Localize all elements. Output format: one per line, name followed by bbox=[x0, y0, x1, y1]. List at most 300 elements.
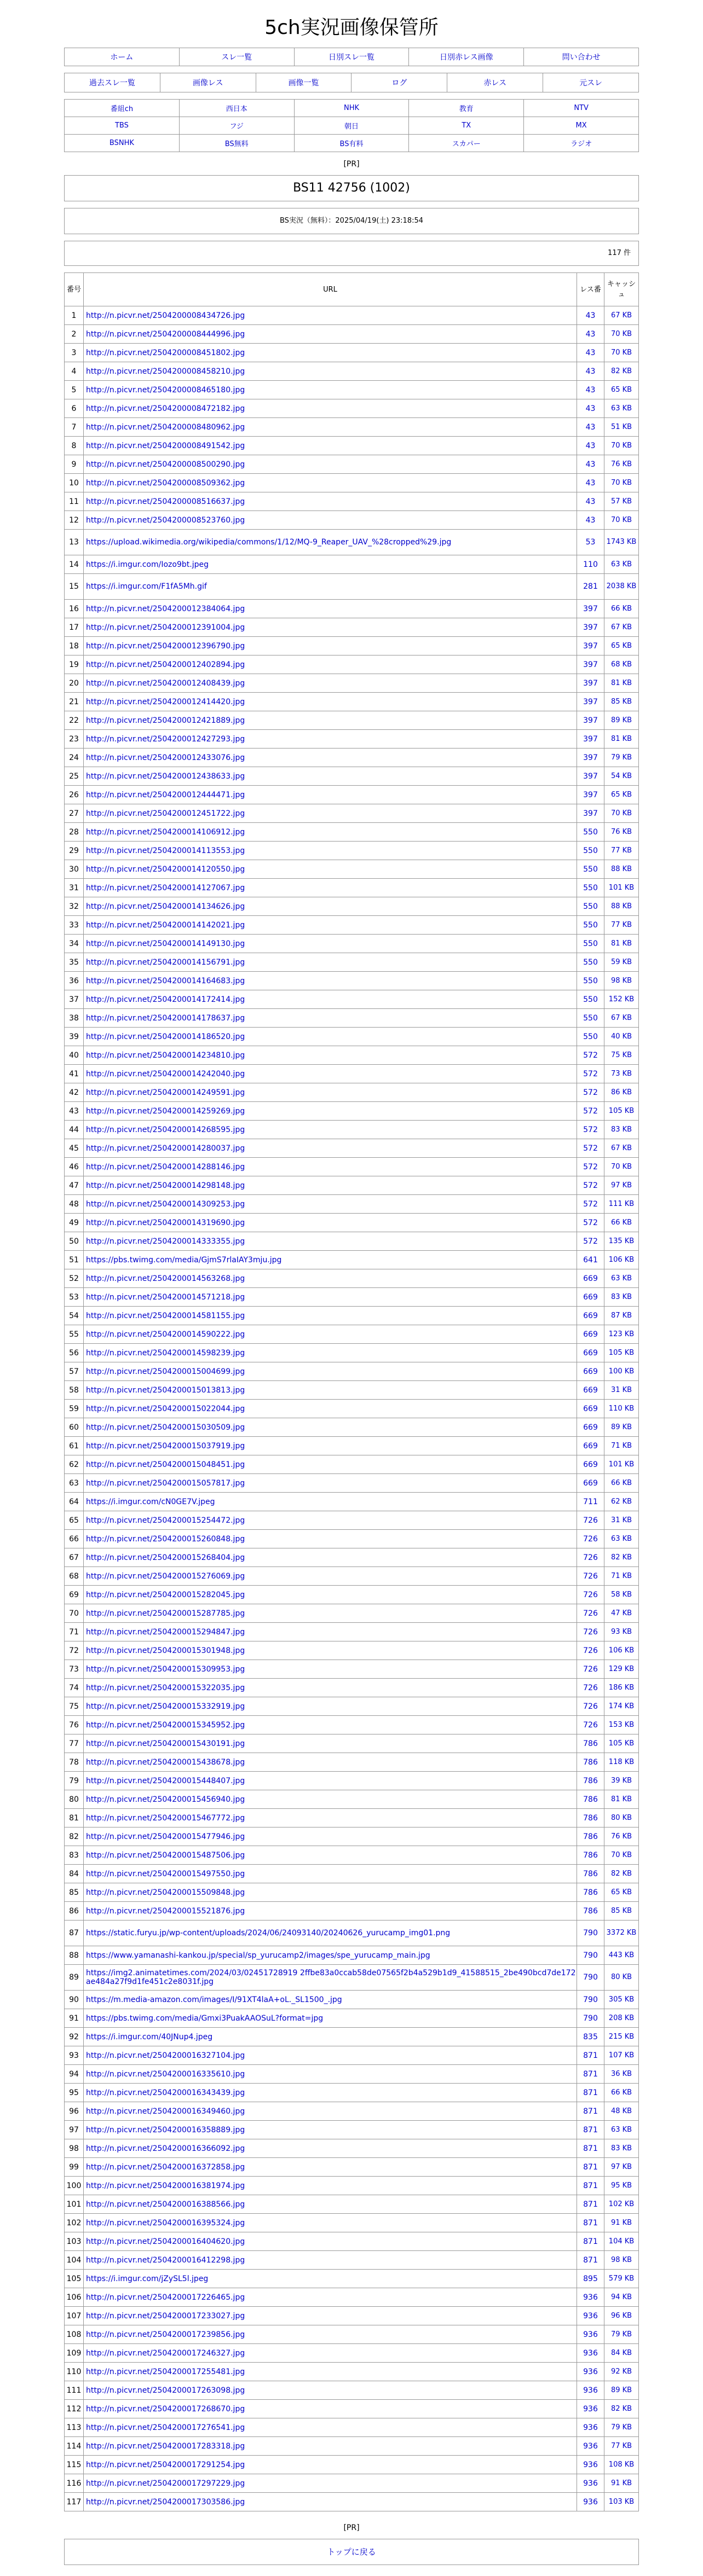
row-cache-link[interactable]: 84 KB bbox=[604, 2344, 639, 2363]
row-res-link[interactable]: 786 bbox=[577, 1772, 604, 1790]
image-url-link[interactable]: http://n.picvr.net/2504200012384064.jpg bbox=[86, 604, 245, 613]
row-res-link[interactable]: 936 bbox=[577, 2437, 604, 2456]
image-url-link[interactable]: http://n.picvr.net/2504200015004699.jpg bbox=[86, 1367, 245, 1376]
row-cache-link[interactable]: 85 KB bbox=[604, 1902, 639, 1921]
image-url-link[interactable]: http://n.picvr.net/2504200008491542.jpg bbox=[86, 441, 245, 450]
row-cache-link[interactable]: 66 KB bbox=[604, 2084, 639, 2102]
row-res-link[interactable]: 936 bbox=[577, 2456, 604, 2474]
row-res-link[interactable]: 786 bbox=[577, 1753, 604, 1772]
row-cache-link[interactable]: 107 KB bbox=[604, 2046, 639, 2065]
image-url-link[interactable]: http://n.picvr.net/2504200015467772.jpg bbox=[86, 1813, 245, 1823]
row-cache-link[interactable]: 65 KB bbox=[604, 381, 639, 399]
image-url-link[interactable]: http://n.picvr.net/2504200014598239.jpg bbox=[86, 1348, 245, 1357]
image-url-link[interactable]: http://n.picvr.net/2504200015282045.jpg bbox=[86, 1590, 245, 1599]
channel-link-3[interactable]: NHK bbox=[343, 104, 359, 112]
row-res-link[interactable]: 572 bbox=[577, 1158, 604, 1176]
row-cache-link[interactable]: 106 KB bbox=[604, 1641, 639, 1660]
row-res-link[interactable]: 550 bbox=[577, 972, 604, 990]
row-cache-link[interactable]: 110 KB bbox=[604, 1400, 639, 1418]
row-res-link[interactable]: 43 bbox=[577, 306, 604, 325]
row-res-link[interactable]: 669 bbox=[577, 1288, 604, 1307]
row-cache-link[interactable]: 108 KB bbox=[604, 2456, 639, 2474]
image-url-link[interactable]: http://n.picvr.net/2504200014309253.jpg bbox=[86, 1199, 245, 1209]
channel-link-9[interactable]: TX bbox=[462, 121, 471, 130]
row-res-link[interactable]: 871 bbox=[577, 2065, 604, 2084]
image-url-link[interactable]: http://n.picvr.net/2504200012433076.jpg bbox=[86, 753, 245, 762]
channel-link-7[interactable]: フジ bbox=[229, 123, 244, 131]
row-cache-link[interactable]: 77 KB bbox=[604, 842, 639, 860]
row-cache-link[interactable]: 77 KB bbox=[604, 2437, 639, 2456]
row-res-link[interactable]: 397 bbox=[577, 786, 604, 804]
image-url-link[interactable]: http://n.picvr.net/2504200015276069.jpg bbox=[86, 1571, 245, 1581]
image-url-link[interactable]: http://n.picvr.net/2504200012414420.jpg bbox=[86, 697, 245, 706]
row-cache-link[interactable]: 92 KB bbox=[604, 2363, 639, 2381]
row-cache-link[interactable]: 75 KB bbox=[604, 1046, 639, 1065]
row-res-link[interactable]: 397 bbox=[577, 600, 604, 618]
image-url-link[interactable]: http://n.picvr.net/2504200014581155.jpg bbox=[86, 1311, 245, 1320]
row-res-link[interactable]: 871 bbox=[577, 2232, 604, 2251]
nav-link-5[interactable]: 問い合わせ bbox=[562, 53, 601, 62]
row-res-link[interactable]: 550 bbox=[577, 823, 604, 842]
row-res-link[interactable]: 572 bbox=[577, 1139, 604, 1158]
row-cache-link[interactable]: 68 KB bbox=[604, 655, 639, 674]
image-url-link[interactable]: http://n.picvr.net/2504200015456940.jpg bbox=[86, 1795, 245, 1804]
row-cache-link[interactable]: 31 KB bbox=[604, 1381, 639, 1400]
image-url-link[interactable]: http://n.picvr.net/2504200014164683.jpg bbox=[86, 976, 245, 985]
row-cache-link[interactable]: 91 KB bbox=[604, 2474, 639, 2493]
thread-nav-link-5[interactable]: 赤レス bbox=[483, 79, 507, 88]
row-cache-link[interactable]: 70 KB bbox=[604, 1846, 639, 1865]
row-cache-link[interactable]: 105 KB bbox=[604, 1102, 639, 1121]
row-res-link[interactable]: 572 bbox=[577, 1121, 604, 1139]
row-res-link[interactable]: 43 bbox=[577, 511, 604, 530]
row-cache-link[interactable]: 101 KB bbox=[604, 879, 639, 897]
row-res-link[interactable]: 790 bbox=[577, 1965, 604, 1991]
row-res-link[interactable]: 572 bbox=[577, 1046, 604, 1065]
row-res-link[interactable]: 43 bbox=[577, 325, 604, 344]
row-cache-link[interactable]: 102 KB bbox=[604, 2195, 639, 2214]
image-url-link[interactable]: http://n.picvr.net/2504200016366092.jpg bbox=[86, 2144, 245, 2153]
image-url-link[interactable]: http://n.picvr.net/2504200016349460.jpg bbox=[86, 2107, 245, 2116]
row-cache-link[interactable]: 85 KB bbox=[604, 693, 639, 711]
image-url-link[interactable]: http://n.picvr.net/2504200017246327.jpg bbox=[86, 2348, 245, 2358]
row-cache-link[interactable]: 106 KB bbox=[604, 1251, 639, 1269]
row-cache-link[interactable]: 65 KB bbox=[604, 786, 639, 804]
image-url-link[interactable]: http://n.picvr.net/2504200016404620.jpg bbox=[86, 2237, 245, 2246]
image-url-link[interactable]: http://n.picvr.net/2504200015037919.jpg bbox=[86, 1441, 245, 1451]
row-cache-link[interactable]: 79 KB bbox=[604, 749, 639, 767]
row-res-link[interactable]: 871 bbox=[577, 2121, 604, 2139]
row-res-link[interactable]: 572 bbox=[577, 1176, 604, 1195]
image-url-link[interactable]: http://n.picvr.net/2504200015287785.jpg bbox=[86, 1609, 245, 1618]
image-url-link[interactable]: https://i.imgur.com/40JNup4.jpeg bbox=[86, 2032, 213, 2041]
row-cache-link[interactable]: 76 KB bbox=[604, 823, 639, 842]
image-url-link[interactable]: http://n.picvr.net/2504200016343439.jpg bbox=[86, 2088, 245, 2097]
row-res-link[interactable]: 871 bbox=[577, 2251, 604, 2270]
image-url-link[interactable]: http://n.picvr.net/2504200012421889.jpg bbox=[86, 716, 245, 725]
image-url-link[interactable]: http://n.picvr.net/2504200015013813.jpg bbox=[86, 1385, 245, 1395]
image-url-link[interactable]: http://n.picvr.net/2504200017226465.jpg bbox=[86, 2293, 245, 2302]
image-url-link[interactable]: https://www.yamanashi-kankou.jp/special/sp_yurucamp2/images/spe_yurucamp_main.jpg bbox=[86, 1951, 430, 1960]
row-res-link[interactable]: 936 bbox=[577, 2400, 604, 2418]
channel-link-4[interactable]: 教育 bbox=[459, 105, 474, 113]
row-res-link[interactable]: 786 bbox=[577, 1790, 604, 1809]
row-res-link[interactable]: 397 bbox=[577, 804, 604, 823]
row-cache-link[interactable]: 65 KB bbox=[604, 1883, 639, 1902]
image-url-link[interactable]: http://n.picvr.net/2504200008480962.jpg bbox=[86, 422, 245, 432]
image-url-link[interactable]: http://n.picvr.net/2504200014156791.jpg bbox=[86, 958, 245, 967]
row-cache-link[interactable]: 67 KB bbox=[604, 306, 639, 325]
row-cache-link[interactable]: 93 KB bbox=[604, 1623, 639, 1641]
row-res-link[interactable]: 726 bbox=[577, 1604, 604, 1623]
row-res-link[interactable]: 53 bbox=[577, 530, 604, 555]
row-res-link[interactable]: 871 bbox=[577, 2046, 604, 2065]
row-cache-link[interactable]: 215 KB bbox=[604, 2028, 639, 2046]
row-res-link[interactable]: 669 bbox=[577, 1437, 604, 1455]
row-cache-link[interactable]: 70 KB bbox=[604, 344, 639, 362]
row-cache-link[interactable]: 97 KB bbox=[604, 1176, 639, 1195]
image-url-link[interactable]: https://i.imgur.com/jZySL5l.jpeg bbox=[86, 2274, 209, 2283]
row-cache-link[interactable]: 70 KB bbox=[604, 1158, 639, 1176]
row-cache-link[interactable]: 123 KB bbox=[604, 1325, 639, 1344]
image-url-link[interactable]: http://n.picvr.net/2504200014590222.jpg bbox=[86, 1330, 245, 1339]
row-cache-link[interactable]: 83 KB bbox=[604, 1121, 639, 1139]
row-cache-link[interactable]: 79 KB bbox=[604, 2418, 639, 2437]
row-res-link[interactable]: 43 bbox=[577, 418, 604, 437]
image-url-link[interactable]: http://n.picvr.net/2504200014234810.jpg bbox=[86, 1051, 245, 1060]
row-res-link[interactable]: 726 bbox=[577, 1548, 604, 1567]
row-res-link[interactable]: 786 bbox=[577, 1827, 604, 1846]
row-res-link[interactable]: 871 bbox=[577, 2102, 604, 2121]
image-url-link[interactable]: http://n.picvr.net/2504200008516637.jpg bbox=[86, 497, 245, 506]
row-cache-link[interactable]: 89 KB bbox=[604, 2381, 639, 2400]
row-res-link[interactable]: 397 bbox=[577, 655, 604, 674]
row-res-link[interactable]: 726 bbox=[577, 1716, 604, 1734]
row-res-link[interactable]: 550 bbox=[577, 842, 604, 860]
row-res-link[interactable]: 790 bbox=[577, 1991, 604, 2009]
row-cache-link[interactable]: 76 KB bbox=[604, 455, 639, 474]
row-cache-link[interactable]: 39 KB bbox=[604, 1772, 639, 1790]
row-res-link[interactable]: 669 bbox=[577, 1307, 604, 1325]
image-url-link[interactable]: http://n.picvr.net/2504200015509848.jpg bbox=[86, 1888, 245, 1897]
image-url-link[interactable]: http://n.picvr.net/2504200014142021.jpg bbox=[86, 920, 245, 930]
row-res-link[interactable]: 397 bbox=[577, 767, 604, 786]
row-res-link[interactable]: 835 bbox=[577, 2028, 604, 2046]
channel-link-8[interactable]: 朝日 bbox=[344, 123, 359, 131]
image-url-link[interactable]: http://n.picvr.net/2504200016335610.jpg bbox=[86, 2069, 245, 2079]
row-cache-link[interactable]: 48 KB bbox=[604, 2102, 639, 2121]
row-res-link[interactable]: 726 bbox=[577, 1679, 604, 1697]
image-url-link[interactable]: http://n.picvr.net/2504200016327104.jpg bbox=[86, 2051, 245, 2060]
row-cache-link[interactable]: 305 KB bbox=[604, 1991, 639, 2009]
channel-link-12[interactable]: BS無料 bbox=[224, 140, 249, 148]
row-res-link[interactable]: 936 bbox=[577, 2307, 604, 2325]
row-cache-link[interactable]: 66 KB bbox=[604, 1214, 639, 1232]
image-url-link[interactable]: http://n.picvr.net/2504200012402894.jpg bbox=[86, 660, 245, 669]
row-cache-link[interactable]: 70 KB bbox=[604, 325, 639, 344]
row-cache-link[interactable]: 129 KB bbox=[604, 1660, 639, 1679]
image-url-link[interactable]: https://i.imgur.com/F1fA5Mh.gif bbox=[86, 582, 207, 591]
row-res-link[interactable]: 397 bbox=[577, 674, 604, 693]
row-cache-link[interactable]: 105 KB bbox=[604, 1344, 639, 1362]
row-res-link[interactable]: 43 bbox=[577, 455, 604, 474]
image-url-link[interactable]: http://n.picvr.net/2504200008523760.jpg bbox=[86, 515, 245, 525]
row-cache-link[interactable]: 36 KB bbox=[604, 2065, 639, 2084]
row-cache-link[interactable]: 66 KB bbox=[604, 1474, 639, 1493]
row-res-link[interactable]: 936 bbox=[577, 2344, 604, 2363]
image-url-link[interactable]: http://n.picvr.net/2504200016358889.jpg bbox=[86, 2125, 245, 2134]
row-res-link[interactable]: 669 bbox=[577, 1325, 604, 1344]
image-url-link[interactable]: https://i.imgur.com/Iozo9bt.jpeg bbox=[86, 560, 209, 569]
row-res-link[interactable]: 786 bbox=[577, 1902, 604, 1921]
image-url-link[interactable]: http://n.picvr.net/2504200012396790.jpg bbox=[86, 641, 245, 651]
row-res-link[interactable]: 641 bbox=[577, 1251, 604, 1269]
row-res-link[interactable]: 397 bbox=[577, 618, 604, 637]
row-res-link[interactable]: 550 bbox=[577, 879, 604, 897]
row-res-link[interactable]: 572 bbox=[577, 1083, 604, 1102]
image-url-link[interactable]: http://n.picvr.net/2504200017268670.jpg bbox=[86, 2404, 245, 2413]
row-cache-link[interactable]: 103 KB bbox=[604, 2493, 639, 2511]
row-res-link[interactable]: 669 bbox=[577, 1362, 604, 1381]
image-url-link[interactable]: http://n.picvr.net/2504200014127067.jpg bbox=[86, 883, 245, 892]
row-cache-link[interactable]: 80 KB bbox=[604, 1809, 639, 1827]
row-res-link[interactable]: 786 bbox=[577, 1809, 604, 1827]
image-url-link[interactable]: http://n.picvr.net/2504200015030509.jpg bbox=[86, 1423, 245, 1432]
row-cache-link[interactable]: 87 KB bbox=[604, 1307, 639, 1325]
row-cache-link[interactable]: 105 KB bbox=[604, 1734, 639, 1753]
row-res-link[interactable]: 669 bbox=[577, 1455, 604, 1474]
row-res-link[interactable]: 397 bbox=[577, 637, 604, 655]
row-res-link[interactable]: 726 bbox=[577, 1530, 604, 1548]
row-cache-link[interactable]: 2038 KB bbox=[604, 574, 639, 600]
row-cache-link[interactable]: 208 KB bbox=[604, 2009, 639, 2028]
row-cache-link[interactable]: 81 KB bbox=[604, 1790, 639, 1809]
row-res-link[interactable]: 936 bbox=[577, 2418, 604, 2437]
image-url-link[interactable]: http://n.picvr.net/2504200014249591.jpg bbox=[86, 1088, 245, 1097]
thread-nav-link-1[interactable]: 過去スレ一覧 bbox=[89, 79, 135, 88]
image-url-link[interactable]: http://n.picvr.net/2504200015057817.jpg bbox=[86, 1478, 245, 1488]
row-res-link[interactable]: 871 bbox=[577, 2084, 604, 2102]
image-url-link[interactable]: http://n.picvr.net/2504200015487506.jpg bbox=[86, 1850, 245, 1860]
channel-link-11[interactable]: BSNHK bbox=[109, 139, 134, 147]
row-res-link[interactable]: 726 bbox=[577, 1697, 604, 1716]
image-url-link[interactable]: http://n.picvr.net/2504200008458210.jpg bbox=[86, 367, 245, 376]
image-url-link[interactable]: http://n.picvr.net/2504200017233027.jpg bbox=[86, 2311, 245, 2320]
row-cache-link[interactable]: 88 KB bbox=[604, 860, 639, 879]
image-url-link[interactable]: http://n.picvr.net/2504200017263098.jpg bbox=[86, 2386, 245, 2395]
row-cache-link[interactable]: 96 KB bbox=[604, 2307, 639, 2325]
row-res-link[interactable]: 936 bbox=[577, 2381, 604, 2400]
row-res-link[interactable]: 726 bbox=[577, 1511, 604, 1530]
image-url-link[interactable]: http://n.picvr.net/2504200016372858.jpg bbox=[86, 2162, 245, 2172]
channel-link-1[interactable]: 番組ch bbox=[110, 105, 134, 113]
image-url-link[interactable]: http://n.picvr.net/2504200016412298.jpg bbox=[86, 2255, 245, 2265]
back-to-top-link[interactable]: トップに戻る bbox=[327, 2547, 376, 2557]
row-res-link[interactable]: 550 bbox=[577, 990, 604, 1009]
image-url-link[interactable]: http://n.picvr.net/2504200016395324.jpg bbox=[86, 2218, 245, 2227]
row-res-link[interactable]: 786 bbox=[577, 1883, 604, 1902]
image-url-link[interactable]: http://n.picvr.net/2504200008500290.jpg bbox=[86, 460, 245, 469]
row-cache-link[interactable]: 135 KB bbox=[604, 1232, 639, 1251]
row-res-link[interactable]: 43 bbox=[577, 381, 604, 399]
row-res-link[interactable]: 669 bbox=[577, 1418, 604, 1437]
image-url-link[interactable]: http://n.picvr.net/2504200017276541.jpg bbox=[86, 2423, 245, 2432]
image-url-link[interactable]: http://n.picvr.net/2504200014259269.jpg bbox=[86, 1106, 245, 1116]
image-url-link[interactable]: http://n.picvr.net/2504200015430191.jpg bbox=[86, 1739, 245, 1748]
channel-link-6[interactable]: TBS bbox=[114, 121, 129, 130]
row-res-link[interactable]: 936 bbox=[577, 2325, 604, 2344]
image-url-link[interactable]: https://i.imgur.com/cN0GE7V.jpeg bbox=[86, 1497, 215, 1506]
row-cache-link[interactable]: 89 KB bbox=[604, 1418, 639, 1437]
row-res-link[interactable]: 43 bbox=[577, 492, 604, 511]
image-url-link[interactable]: http://n.picvr.net/2504200014113553.jpg bbox=[86, 846, 245, 855]
image-url-link[interactable]: http://n.picvr.net/2504200012408439.jpg bbox=[86, 678, 245, 688]
image-url-link[interactable]: https://m.media-amazon.com/images/I/91XT4laA+oL._SL1500_.jpg bbox=[86, 1995, 342, 2004]
row-cache-link[interactable]: 98 KB bbox=[604, 2251, 639, 2270]
row-cache-link[interactable]: 51 KB bbox=[604, 418, 639, 437]
row-res-link[interactable]: 43 bbox=[577, 399, 604, 418]
row-cache-link[interactable]: 104 KB bbox=[604, 2232, 639, 2251]
image-url-link[interactable]: http://n.picvr.net/2504200012444471.jpg bbox=[86, 790, 245, 799]
image-url-link[interactable]: http://n.picvr.net/2504200015048451.jpg bbox=[86, 1460, 245, 1469]
image-url-link[interactable]: http://n.picvr.net/2504200014106912.jpg bbox=[86, 827, 245, 837]
image-url-link[interactable]: http://n.picvr.net/2504200014268595.jpg bbox=[86, 1125, 245, 1134]
image-url-link[interactable]: http://n.picvr.net/2504200014178637.jpg bbox=[86, 1013, 245, 1023]
image-url-link[interactable]: http://n.picvr.net/2504200014242040.jpg bbox=[86, 1069, 245, 1078]
image-url-link[interactable]: http://n.picvr.net/2504200008509362.jpg bbox=[86, 478, 245, 488]
row-cache-link[interactable]: 101 KB bbox=[604, 1455, 639, 1474]
image-url-link[interactable]: https://img2.animatetimes.com/2024/03/02451728919 2ffbe83a0ccab58de07565f2b4a529b1d9_41588515_2be490bcd7de172ae484a27f9d1fe451c2e8031f.jpg bbox=[86, 1969, 576, 1986]
row-cache-link[interactable]: 63 KB bbox=[604, 399, 639, 418]
row-res-link[interactable]: 550 bbox=[577, 897, 604, 916]
row-cache-link[interactable]: 80 KB bbox=[604, 1965, 639, 1991]
image-url-link[interactable]: http://n.picvr.net/2504200015268404.jpg bbox=[86, 1553, 245, 1562]
row-cache-link[interactable]: 89 KB bbox=[604, 711, 639, 730]
row-cache-link[interactable]: 153 KB bbox=[604, 1716, 639, 1734]
row-cache-link[interactable]: 100 KB bbox=[604, 1362, 639, 1381]
image-url-link[interactable]: http://n.picvr.net/2504200008444996.jpg bbox=[86, 329, 245, 339]
image-url-link[interactable]: http://n.picvr.net/2504200015332919.jpg bbox=[86, 1702, 245, 1711]
nav-link-1[interactable]: ホーム bbox=[110, 53, 134, 62]
image-url-link[interactable]: http://n.picvr.net/2504200014319690.jpg bbox=[86, 1218, 245, 1227]
thread-nav-link-4[interactable]: ログ bbox=[391, 79, 407, 88]
row-cache-link[interactable]: 579 KB bbox=[604, 2270, 639, 2288]
row-res-link[interactable]: 669 bbox=[577, 1269, 604, 1288]
image-url-link[interactable]: https://pbs.twimg.com/media/Gmxi3PuakAAOSuL?format=jpg bbox=[86, 2014, 324, 2023]
row-res-link[interactable]: 572 bbox=[577, 1214, 604, 1232]
thread-nav-link-3[interactable]: 画像一覧 bbox=[288, 79, 319, 88]
row-res-link[interactable]: 871 bbox=[577, 2139, 604, 2158]
row-cache-link[interactable]: 57 KB bbox=[604, 492, 639, 511]
image-url-link[interactable]: http://n.picvr.net/2504200015309953.jpg bbox=[86, 1664, 245, 1674]
row-cache-link[interactable]: 63 KB bbox=[604, 2121, 639, 2139]
image-url-link[interactable]: https://pbs.twimg.com/media/GjmS7rlaIAY3mju.jpg bbox=[86, 1255, 282, 1264]
row-res-link[interactable]: 43 bbox=[577, 344, 604, 362]
image-url-link[interactable]: http://n.picvr.net/2504200008472182.jpg bbox=[86, 404, 245, 413]
image-url-link[interactable]: http://n.picvr.net/2504200015301948.jpg bbox=[86, 1646, 245, 1655]
image-url-link[interactable]: http://n.picvr.net/2504200016381974.jpg bbox=[86, 2181, 245, 2190]
row-res-link[interactable]: 726 bbox=[577, 1660, 604, 1679]
row-res-link[interactable]: 936 bbox=[577, 2474, 604, 2493]
row-cache-link[interactable]: 97 KB bbox=[604, 2158, 639, 2177]
image-url-link[interactable]: http://n.picvr.net/2504200015260848.jpg bbox=[86, 1534, 245, 1544]
row-cache-link[interactable]: 73 KB bbox=[604, 1065, 639, 1083]
row-cache-link[interactable]: 82 KB bbox=[604, 1865, 639, 1883]
row-cache-link[interactable]: 63 KB bbox=[604, 1269, 639, 1288]
row-cache-link[interactable]: 67 KB bbox=[604, 1139, 639, 1158]
row-cache-link[interactable]: 81 KB bbox=[604, 730, 639, 749]
row-res-link[interactable]: 871 bbox=[577, 2195, 604, 2214]
image-url-link[interactable]: http://n.picvr.net/2504200015448407.jpg bbox=[86, 1776, 245, 1785]
row-res-link[interactable]: 550 bbox=[577, 935, 604, 953]
row-cache-link[interactable]: 3372 KB bbox=[604, 1921, 639, 1946]
row-cache-link[interactable]: 67 KB bbox=[604, 1009, 639, 1028]
row-res-link[interactable]: 550 bbox=[577, 1009, 604, 1028]
row-cache-link[interactable]: 186 KB bbox=[604, 1679, 639, 1697]
row-res-link[interactable]: 790 bbox=[577, 1921, 604, 1946]
row-cache-link[interactable]: 82 KB bbox=[604, 1548, 639, 1567]
row-res-link[interactable]: 397 bbox=[577, 749, 604, 767]
row-cache-link[interactable]: 82 KB bbox=[604, 362, 639, 381]
row-res-link[interactable]: 669 bbox=[577, 1344, 604, 1362]
channel-link-10[interactable]: MX bbox=[575, 121, 587, 130]
image-url-link[interactable]: http://n.picvr.net/2504200017283318.jpg bbox=[86, 2441, 245, 2451]
row-res-link[interactable]: 550 bbox=[577, 916, 604, 935]
row-cache-link[interactable]: 77 KB bbox=[604, 916, 639, 935]
row-res-link[interactable]: 786 bbox=[577, 1865, 604, 1883]
row-res-link[interactable]: 550 bbox=[577, 860, 604, 879]
row-res-link[interactable]: 726 bbox=[577, 1586, 604, 1604]
row-cache-link[interactable]: 65 KB bbox=[604, 637, 639, 655]
row-cache-link[interactable]: 95 KB bbox=[604, 2177, 639, 2195]
row-res-link[interactable]: 726 bbox=[577, 1567, 604, 1586]
image-url-link[interactable]: http://n.picvr.net/2504200015345952.jpg bbox=[86, 1720, 245, 1730]
row-cache-link[interactable]: 443 KB bbox=[604, 1946, 639, 1965]
row-res-link[interactable]: 281 bbox=[577, 574, 604, 600]
row-cache-link[interactable]: 79 KB bbox=[604, 2325, 639, 2344]
channel-link-15[interactable]: ラジオ bbox=[571, 140, 592, 148]
nav-link-2[interactable]: スレ一覧 bbox=[221, 53, 252, 62]
row-cache-link[interactable]: 118 KB bbox=[604, 1753, 639, 1772]
image-url-link[interactable]: http://n.picvr.net/2504200014563268.jpg bbox=[86, 1274, 245, 1283]
image-url-link[interactable]: http://n.picvr.net/2504200008451802.jpg bbox=[86, 348, 245, 357]
row-cache-link[interactable]: 71 KB bbox=[604, 1567, 639, 1586]
row-res-link[interactable]: 669 bbox=[577, 1400, 604, 1418]
row-res-link[interactable]: 726 bbox=[577, 1641, 604, 1660]
image-url-link[interactable]: http://n.picvr.net/2504200015521876.jpg bbox=[86, 1906, 245, 1916]
channel-link-5[interactable]: NTV bbox=[574, 104, 589, 112]
row-cache-link[interactable]: 70 KB bbox=[604, 474, 639, 492]
image-url-link[interactable]: http://n.picvr.net/2504200014298148.jpg bbox=[86, 1181, 245, 1190]
row-res-link[interactable]: 43 bbox=[577, 362, 604, 381]
row-res-link[interactable]: 711 bbox=[577, 1493, 604, 1511]
image-url-link[interactable]: http://n.picvr.net/2504200014120550.jpg bbox=[86, 865, 245, 874]
row-res-link[interactable]: 871 bbox=[577, 2177, 604, 2195]
row-cache-link[interactable]: 31 KB bbox=[604, 1511, 639, 1530]
row-cache-link[interactable]: 70 KB bbox=[604, 804, 639, 823]
row-cache-link[interactable]: 71 KB bbox=[604, 1437, 639, 1455]
row-res-link[interactable]: 397 bbox=[577, 711, 604, 730]
image-url-link[interactable]: http://n.picvr.net/2504200012391004.jpg bbox=[86, 623, 245, 632]
image-url-link[interactable]: http://n.picvr.net/2504200015438678.jpg bbox=[86, 1757, 245, 1767]
image-url-link[interactable]: https://upload.wikimedia.org/wikipedia/commons/1/12/MQ-9_Reaper_UAV_%28cropped%29.jpg bbox=[86, 538, 452, 547]
image-url-link[interactable]: http://n.picvr.net/2504200015497550.jpg bbox=[86, 1869, 245, 1878]
row-cache-link[interactable]: 152 KB bbox=[604, 990, 639, 1009]
nav-link-4[interactable]: 日別赤レス画像 bbox=[439, 53, 493, 62]
row-res-link[interactable]: 572 bbox=[577, 1195, 604, 1214]
image-url-link[interactable]: http://n.picvr.net/2504200015254472.jpg bbox=[86, 1516, 245, 1525]
row-res-link[interactable]: 43 bbox=[577, 437, 604, 455]
